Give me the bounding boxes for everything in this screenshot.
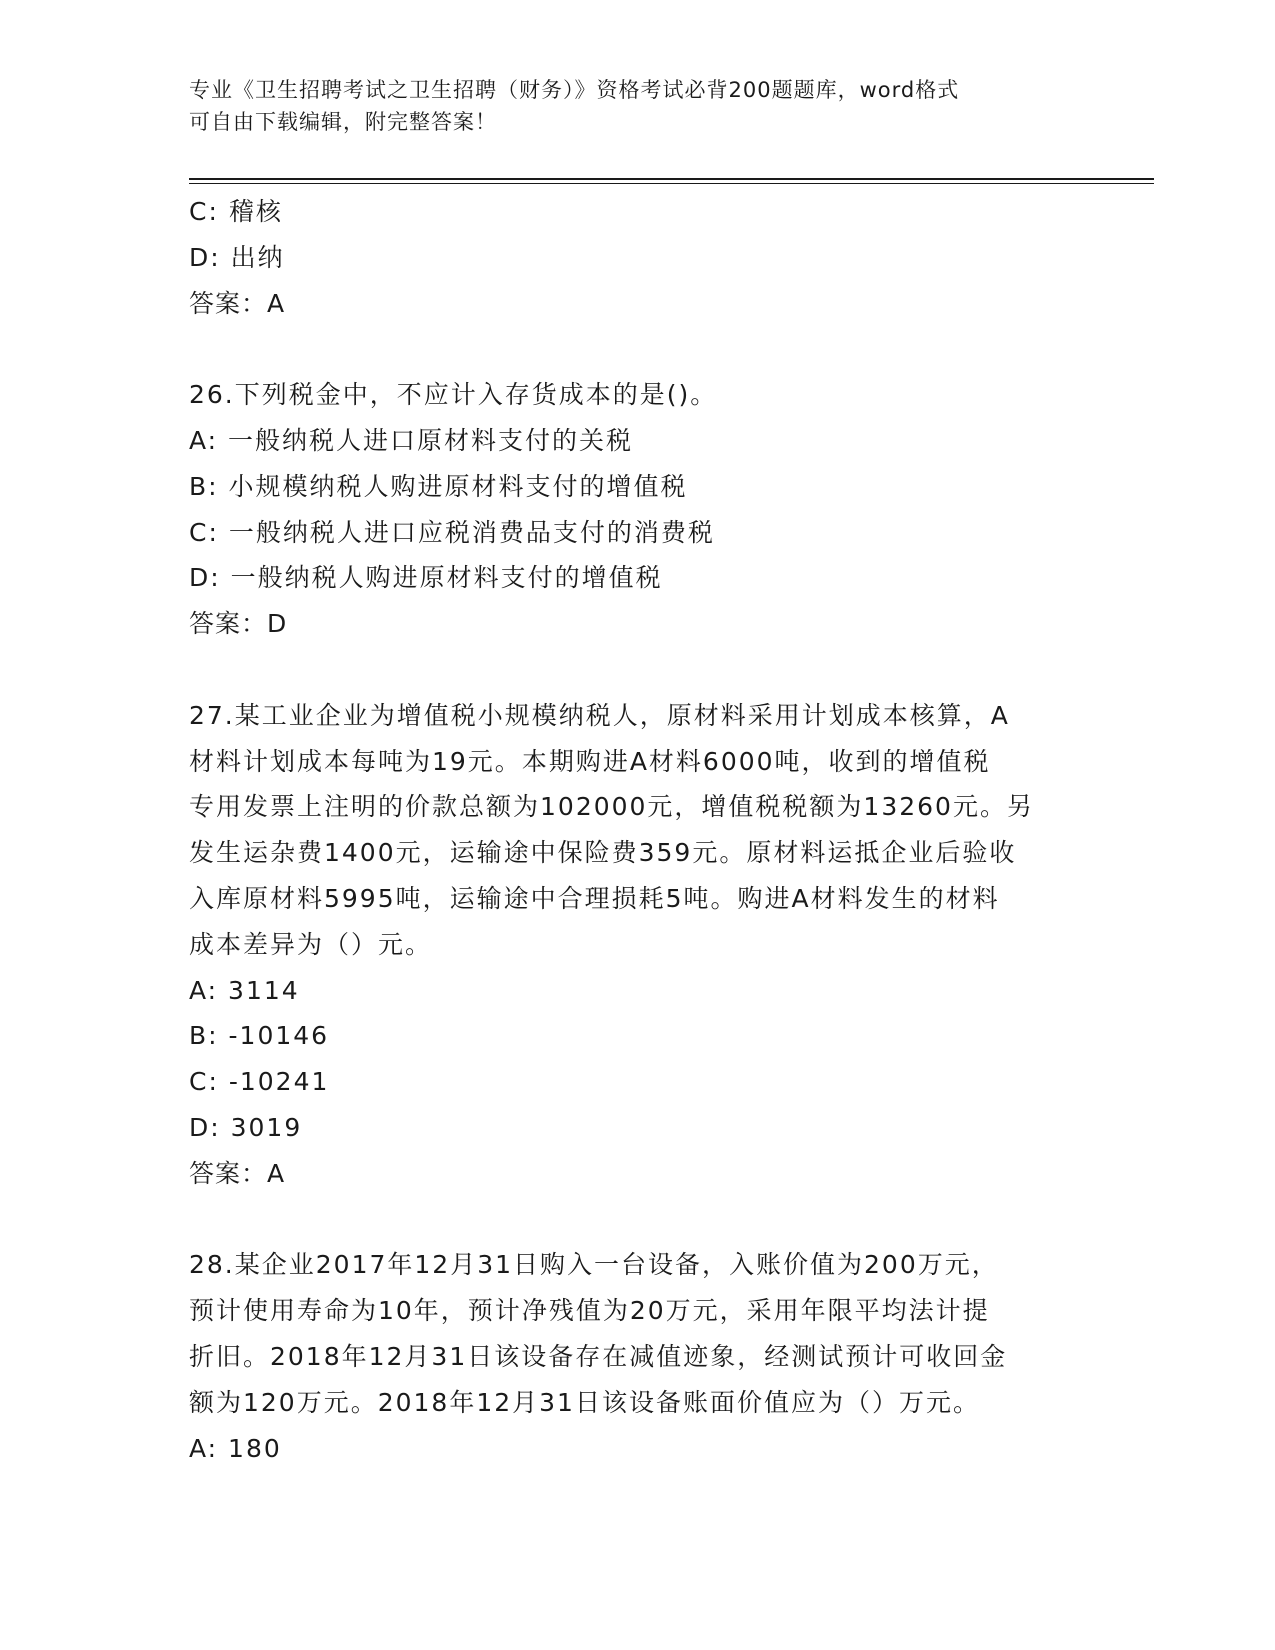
option-d: D: 出纳 bbox=[189, 242, 285, 272]
header-rule-thin bbox=[189, 183, 1154, 184]
option-a: A: 3114 bbox=[189, 975, 300, 1005]
spacer bbox=[189, 647, 1079, 693]
option-b: B: 小规模纳税人购进原材料支付的增值税 bbox=[189, 471, 688, 501]
option-c: C: 稽核 bbox=[189, 197, 283, 226]
question-stem-line: 材料计划成本每吨为19元。本期购进A材料6000吨，收到的增值税 bbox=[189, 746, 991, 776]
header-line-1: 专业《卫生招聘考试之卫生招聘（财务）》资格考试必背200题题库，word格式 bbox=[189, 78, 960, 102]
answer-line: 答案：A bbox=[189, 1158, 286, 1188]
spacer bbox=[189, 1197, 1079, 1243]
question-stem-line: 折旧。2018年12月31日该设备存在减值迹象，经测试预计可收回金 bbox=[189, 1341, 1008, 1371]
header-line-2: 可自由下载编辑，附完整答案！ bbox=[189, 110, 497, 134]
header-rule-thick bbox=[189, 178, 1154, 180]
question-stem-line: 发生运杂费1400元，运输途中保险费359元。原材料运抵企业后验收 bbox=[189, 838, 1017, 868]
spacer bbox=[189, 326, 1079, 372]
question-stem: 26.下列税金中，不应计入存货成本的是()。 bbox=[189, 380, 718, 410]
question-25-tail bbox=[189, 189, 1079, 326]
option-a: A: 一般纳税人进口原材料支付的关税 bbox=[189, 425, 634, 455]
question-stem-line: 专用发票上注明的价款总额为102000元，增值税税额为13260元。另 bbox=[189, 792, 1034, 822]
question-28 bbox=[189, 1242, 1079, 1471]
answer-line: 答案：A bbox=[189, 288, 286, 318]
question-stem-line: 额为120万元。2018年12月31日该设备账面价值应为（）万元。 bbox=[189, 1387, 980, 1417]
answer-line: 答案：D bbox=[189, 609, 288, 639]
option-d: D: 一般纳税人购进原材料支付的增值税 bbox=[189, 563, 663, 593]
option-c: C: 一般纳税人进口应税消费品支付的消费税 bbox=[189, 517, 715, 547]
document-header bbox=[189, 74, 1069, 138]
question-stem-line: 27.某工业企业为增值税小规模纳税人，原材料采用计划成本核算，A bbox=[189, 700, 1010, 730]
question-stem-line: 成本差异为（）元。 bbox=[189, 929, 433, 959]
option-c: C: -10241 bbox=[189, 1067, 330, 1097]
option-a: A: 180 bbox=[189, 1433, 282, 1463]
question-26 bbox=[189, 372, 1079, 647]
question-stem-line: 28.某企业2017年12月31日购入一台设备，入账价值为200万元， bbox=[189, 1250, 999, 1280]
question-stem-line: 入库原材料5995吨，运输途中合理损耗5吨。购进A材料发生的材料 bbox=[189, 883, 1000, 913]
document-body bbox=[189, 189, 1079, 1471]
question-stem-line: 预计使用寿命为10年，预计净残值为20万元，采用年限平均法计提 bbox=[189, 1296, 990, 1326]
option-b: B: -10146 bbox=[189, 1021, 330, 1051]
question-27 bbox=[189, 693, 1079, 1197]
option-d: D: 3019 bbox=[189, 1112, 303, 1142]
